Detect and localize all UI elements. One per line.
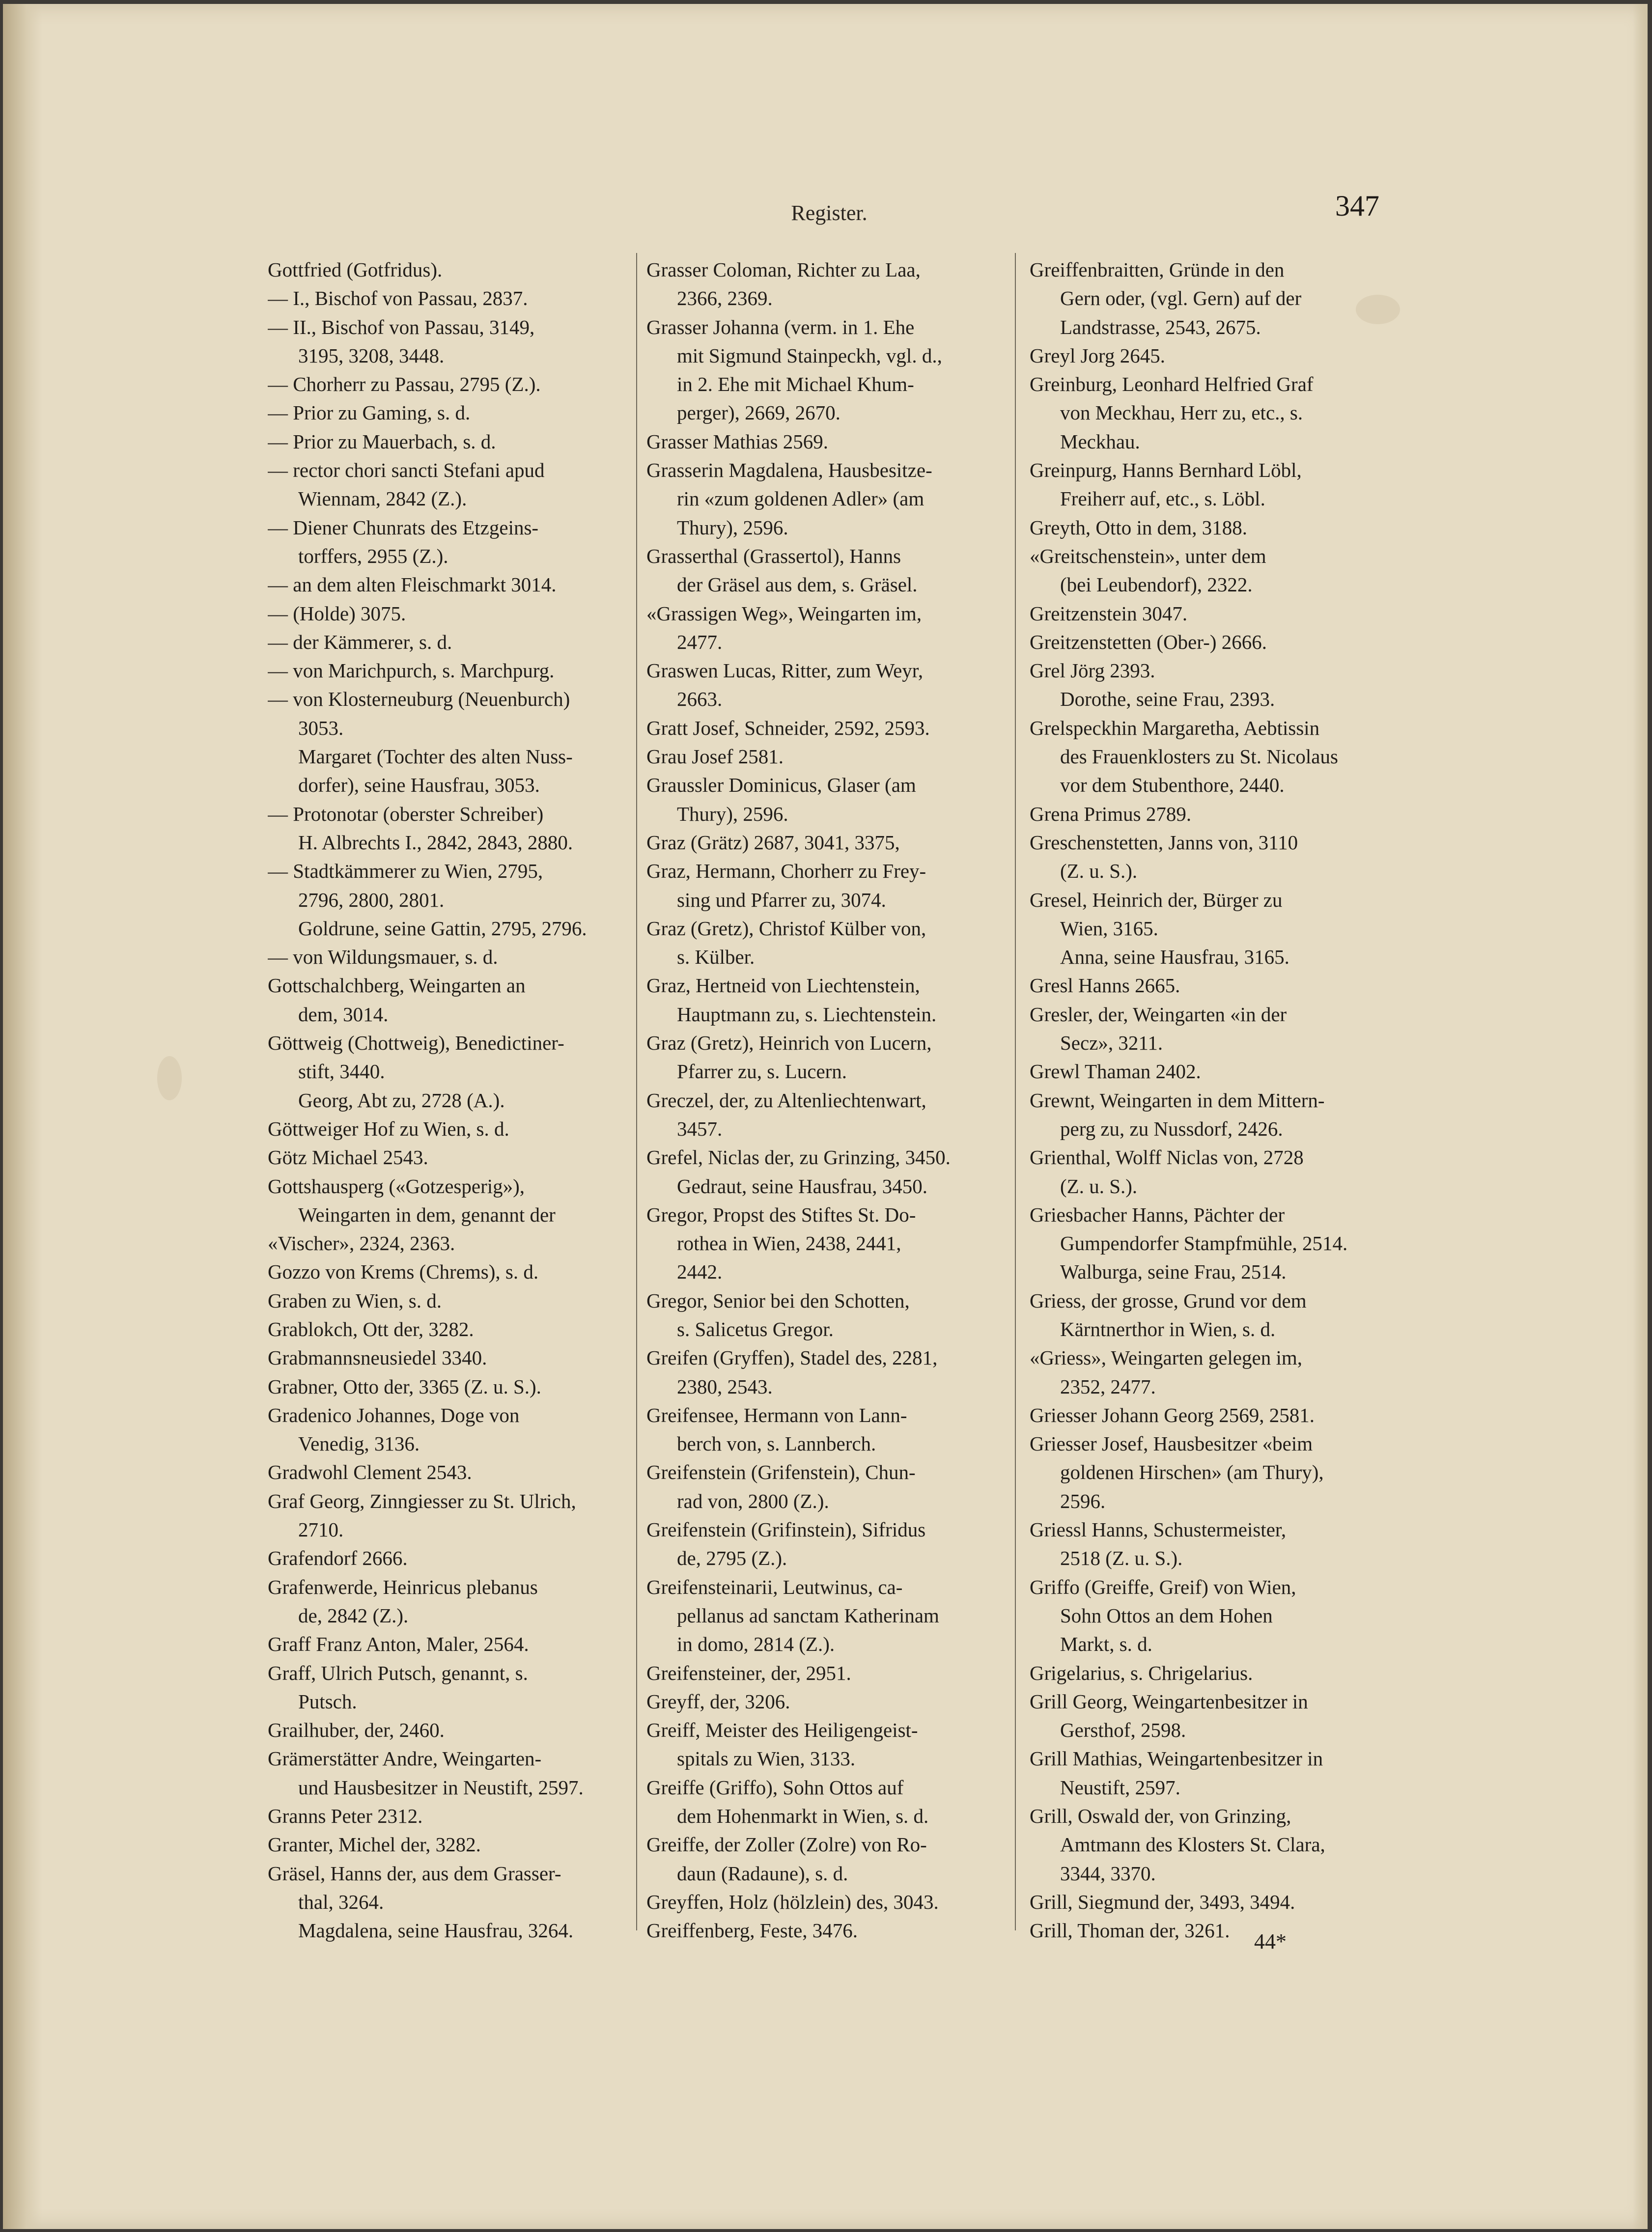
index-line: Dorothe, seine Frau, 2393.	[1060, 688, 1275, 711]
index-line: Greifensteinarii, Leutwinus, ca-	[646, 1575, 903, 1598]
index-line: dem, 3014.	[298, 1003, 389, 1026]
index-line: — Prior zu Gaming, s. d.	[268, 401, 471, 424]
signature-mark: 44*	[1254, 1929, 1287, 1953]
index-line: Pfarrer zu, s. Lucern.	[677, 1060, 847, 1083]
index-line: 2518 (Z. u. S.).	[1060, 1547, 1183, 1570]
page-header-title: Register.	[791, 201, 868, 225]
index-line: Markt, s. d.	[1060, 1633, 1152, 1656]
index-line: Graz (Grätz) 2687, 3041, 3375,	[646, 831, 900, 854]
index-line: Thury), 2596.	[677, 516, 788, 539]
index-line: 3053.	[298, 716, 344, 739]
index-line: — II., Bischof von Passau, 3149,	[268, 315, 535, 338]
index-line: Grasserthal (Grassertol), Hanns	[646, 544, 901, 567]
index-line: 3457.	[677, 1117, 723, 1140]
index-line: — der Kämmerer, s. d.	[268, 630, 452, 653]
register-column-3	[1030, 255, 1400, 1945]
index-line: 2710.	[298, 1518, 344, 1541]
register-column-1	[268, 255, 639, 1945]
index-line: — von Wildungsmauer, s. d.	[268, 946, 498, 969]
index-line: — Chorherr zu Passau, 2795 (Z.).	[268, 373, 541, 396]
index-line: Gradenico Johannes, Doge von	[268, 1403, 520, 1426]
index-line: Hauptmann zu, s. Liechtenstein.	[677, 1003, 937, 1026]
page-spine-shadow	[3, 4, 42, 2229]
index-line: Grabner, Otto der, 3365 (Z. u. S.).	[268, 1375, 541, 1398]
index-line: Gräsel, Hanns der, aus dem Grasser-	[268, 1862, 561, 1885]
index-line: Grafendorf 2666.	[268, 1547, 408, 1570]
index-line: «Greitschenstein», unter dem	[1030, 544, 1266, 567]
index-line: Freiherr auf, etc., s. Löbl.	[1060, 487, 1265, 510]
index-line: dorfer), seine Hausfrau, 3053.	[298, 774, 540, 797]
index-line: — Diener Chunrats des Etzgeins-	[268, 516, 539, 539]
index-line: Göttweig (Chottweig), Benedictiner-	[268, 1032, 564, 1055]
index-line: Grafenwerde, Heinricus plebanus	[268, 1575, 538, 1598]
page-number: 347	[1335, 190, 1379, 222]
index-line: 2442.	[677, 1260, 723, 1283]
index-line: Greifen (Gryffen), Stadel des, 2281,	[646, 1346, 938, 1369]
index-line: Putsch.	[298, 1690, 357, 1713]
index-line: — von Klosterneuburg (Neuenburch)	[268, 688, 570, 711]
index-line: Greyffen, Holz (hölzlein) des, 3043.	[646, 1890, 939, 1913]
index-line: Gozzo von Krems (Chrems), s. d.	[268, 1260, 539, 1283]
index-line: 3344, 3370.	[1060, 1862, 1156, 1885]
index-line: — an dem alten Fleischmarkt 3014.	[268, 573, 557, 596]
index-line: rin «zum goldenen Adler» (am	[677, 487, 924, 510]
index-line: Graff Franz Anton, Maler, 2564.	[268, 1633, 529, 1656]
index-line: Grill, Siegmund der, 3493, 3494.	[1030, 1890, 1295, 1913]
index-line: Griesser Johann Georg 2569, 2581.	[1030, 1403, 1315, 1426]
index-line: Grill, Oswald der, von Grinzing,	[1030, 1805, 1291, 1828]
index-line: berch von, s. Lannberch.	[677, 1432, 876, 1455]
index-line: Grel Jörg 2393.	[1030, 659, 1155, 682]
index-line: des Frauenklosters zu St. Nicolaus	[1060, 745, 1338, 768]
index-line: Grill, Thoman der, 3261.	[1030, 1919, 1230, 1942]
index-line: — (Holde) 3075.	[268, 602, 406, 625]
index-line: Thury), 2596.	[677, 802, 788, 825]
index-line: Greiffenbraitten, Gründe in den	[1030, 258, 1285, 281]
index-line: Kärntnerthor in Wien, s. d.	[1060, 1317, 1276, 1340]
index-line: Griess, der grosse, Grund vor dem	[1030, 1289, 1307, 1312]
index-line: Gresl Hanns 2665.	[1030, 974, 1180, 997]
index-line: Venedig, 3136.	[298, 1432, 420, 1455]
index-line: Greczel, der, zu Altenliechtenwart,	[646, 1088, 926, 1112]
index-line: torffers, 2955 (Z.).	[298, 544, 448, 567]
index-line: Grewl Thaman 2402.	[1030, 1060, 1201, 1083]
index-line: — rector chori sancti Stefani apud	[268, 459, 545, 482]
index-line: Goldrune, seine Gattin, 2795, 2796.	[298, 917, 587, 940]
index-line: Sohn Ottos an dem Hohen	[1060, 1604, 1273, 1627]
index-line: Grefel, Niclas der, zu Grinzing, 3450.	[646, 1146, 951, 1169]
index-line: Grill Georg, Weingartenbesitzer in	[1030, 1690, 1308, 1713]
index-line: Gregor, Propst des Stiftes St. Do-	[646, 1203, 916, 1226]
index-line: pellanus ad sanctam Katherinam	[677, 1604, 939, 1627]
index-line: Greiffenberg, Feste, 3476.	[646, 1919, 858, 1942]
index-line: Graswen Lucas, Ritter, zum Weyr,	[646, 659, 924, 682]
index-line: Greschenstetten, Janns von, 3110	[1030, 831, 1298, 854]
index-line: Grasser Johanna (verm. in 1. Ehe	[646, 315, 915, 338]
index-line: Gottschalchberg, Weingarten an	[268, 974, 526, 997]
index-line: 3195, 3208, 3448.	[298, 344, 445, 367]
index-line: Greifensee, Hermann von Lann-	[646, 1403, 907, 1426]
index-line: Göttweiger Hof zu Wien, s. d.	[268, 1117, 509, 1140]
index-line: goldenen Hirschen» (am Thury),	[1060, 1461, 1324, 1484]
paper-stain	[157, 1056, 182, 1100]
register-column-2	[646, 255, 1017, 1945]
index-line: Gersthof, 2598.	[1060, 1719, 1186, 1742]
index-line: Graff, Ulrich Putsch, genannt, s.	[268, 1661, 528, 1684]
index-line: Greifenstein (Grifinstein), Sifridus	[646, 1518, 926, 1541]
index-line: (Z. u. S.).	[1060, 860, 1138, 883]
index-line: Grill Mathias, Weingartenbesitzer in	[1030, 1747, 1323, 1770]
index-line: Anna, seine Hausfrau, 3165.	[1060, 946, 1289, 969]
index-line: (Z. u. S.).	[1060, 1174, 1138, 1198]
index-line: de, 2795 (Z.).	[677, 1547, 787, 1570]
index-line: Greifensteiner, der, 2951.	[646, 1661, 851, 1684]
index-line: Graben zu Wien, s. d.	[268, 1289, 442, 1312]
index-line: s. Külber.	[677, 946, 755, 969]
index-line: Götz Michael 2543.	[268, 1146, 428, 1169]
index-line: Grasser Mathias 2569.	[646, 430, 829, 453]
index-line: Gratt Josef, Schneider, 2592, 2593.	[646, 716, 930, 739]
index-line: in 2. Ehe mit Michael Khum-	[677, 373, 914, 396]
index-line: «Grassigen Weg», Weingarten im,	[646, 602, 922, 625]
index-line: Gresel, Heinrich der, Bürger zu	[1030, 888, 1283, 911]
index-line: Graf Georg, Zinngiesser zu St. Ulrich,	[268, 1489, 576, 1512]
index-line: Griffo (Greiffe, Greif) von Wien,	[1030, 1575, 1296, 1598]
index-line: Graz, Hertneid von Liechtenstein,	[646, 974, 920, 997]
index-line: Gottfried (Gotfridus).	[268, 258, 443, 281]
page-edge	[1633, 4, 1648, 2229]
index-line: 2596.	[1060, 1489, 1106, 1512]
index-line: rothea in Wien, 2438, 2441,	[677, 1232, 901, 1255]
index-line: 2366, 2369.	[677, 287, 773, 310]
index-line: daun (Radaune), s. d.	[677, 1862, 848, 1885]
index-line: Neustift, 2597.	[1060, 1776, 1180, 1799]
index-line: Meckhau.	[1060, 430, 1140, 453]
index-line: Granns Peter 2312.	[268, 1805, 423, 1828]
index-line: Grablokch, Ott der, 3282.	[268, 1317, 474, 1340]
index-line: Grelspeckhin Margaretha, Aebtissin	[1030, 716, 1320, 739]
index-line: Graz (Gretz), Christof Külber von,	[646, 917, 926, 940]
index-line: Greyl Jorg 2645.	[1030, 344, 1165, 367]
index-line: sing und Pfarrer zu, 3074.	[677, 888, 886, 911]
index-line: Grasserin Magdalena, Hausbesitze-	[646, 459, 932, 482]
index-line: Grasser Coloman, Richter zu Laa,	[646, 258, 921, 281]
index-line: spitals zu Wien, 3133.	[677, 1747, 856, 1770]
index-line: (bei Leubendorf), 2322.	[1060, 573, 1253, 596]
index-line: s. Salicetus Gregor.	[677, 1317, 834, 1340]
index-line: Gern oder, (vgl. Gern) auf der	[1060, 287, 1302, 310]
index-line: Wien, 3165.	[1060, 917, 1158, 940]
index-line: Grau Josef 2581.	[646, 745, 784, 768]
index-line: und Hausbesitzer in Neustift, 2597.	[298, 1776, 584, 1799]
index-line: Greitzenstetten (Ober-) 2666.	[1030, 630, 1267, 653]
index-line: Greiffe, der Zoller (Zolre) von Ro-	[646, 1833, 927, 1856]
index-line: Greinpurg, Hanns Bernhard Löbl,	[1030, 459, 1302, 482]
index-line: Walburga, seine Frau, 2514.	[1060, 1260, 1287, 1283]
index-line: dem Hohenmarkt in Wien, s. d.	[677, 1805, 929, 1828]
index-line: thal, 3264.	[298, 1890, 384, 1913]
index-line: Georg, Abt zu, 2728 (A.).	[298, 1088, 505, 1112]
index-line: Greifenstein (Grifenstein), Chun-	[646, 1461, 916, 1484]
index-line: Graz, Hermann, Chorherr zu Frey-	[646, 860, 926, 883]
index-line: 2380, 2543.	[677, 1375, 773, 1398]
index-line: Greyth, Otto in dem, 3188.	[1030, 516, 1247, 539]
index-line: Amtmann des Klosters St. Clara,	[1060, 1833, 1325, 1856]
index-line: Grigelarius, s. Chrigelarius.	[1030, 1661, 1253, 1684]
index-line: Greinburg, Leonhard Helfried Graf	[1030, 373, 1314, 396]
index-line: Griessl Hanns, Schustermeister,	[1030, 1518, 1287, 1541]
index-line: Gradwohl Clement 2543.	[268, 1461, 472, 1484]
index-line: «Vischer», 2324, 2363.	[268, 1232, 455, 1255]
index-line: Griesbacher Hanns, Pächter der	[1030, 1203, 1285, 1226]
index-line: H. Albrechts I., 2842, 2843, 2880.	[298, 831, 573, 854]
index-line: Wiennam, 2842 (Z.).	[298, 487, 467, 510]
index-line: de, 2842 (Z.).	[298, 1604, 409, 1627]
index-line: Landstrasse, 2543, 2675.	[1060, 315, 1261, 338]
index-line: Greitzenstein 3047.	[1030, 602, 1188, 625]
index-line: — Protonotar (oberster Schreiber)	[268, 802, 544, 825]
index-line: — I., Bischof von Passau, 2837.	[268, 287, 528, 310]
index-line: perg zu, zu Nussdorf, 2426.	[1060, 1117, 1283, 1140]
index-line: Graussler Dominicus, Glaser (am	[646, 774, 916, 797]
index-line: Grena Primus 2789.	[1030, 802, 1192, 825]
index-line: in domo, 2814 (Z.).	[677, 1633, 835, 1656]
index-line: 2796, 2800, 2801.	[298, 888, 445, 911]
index-line: Greiff, Meister des Heiligengeist-	[646, 1719, 918, 1742]
index-line: «Griess», Weingarten gelegen im,	[1030, 1346, 1302, 1369]
index-line: Weingarten in dem, genannt der	[298, 1203, 556, 1226]
index-line: Gresler, der, Weingarten «in der	[1030, 1003, 1287, 1026]
index-line: Greyff, der, 3206.	[646, 1690, 790, 1713]
index-line: Graz (Gretz), Heinrich von Lucern,	[646, 1032, 932, 1055]
index-line: Gregor, Senior bei den Schotten,	[646, 1289, 910, 1312]
index-line: Gumpendorfer Stampfmühle, 2514.	[1060, 1232, 1348, 1255]
index-line: Grabmannsneusiedel 3340.	[268, 1346, 487, 1369]
index-line: Secz», 3211.	[1060, 1032, 1163, 1055]
index-line: perger), 2669, 2670.	[677, 401, 840, 424]
index-line: Griesser Josef, Hausbesitzer «beim	[1030, 1432, 1313, 1455]
index-line: Grienthal, Wolff Niclas von, 2728	[1030, 1146, 1304, 1169]
index-line: Granter, Michel der, 3282.	[268, 1833, 481, 1856]
index-line: der Gräsel aus dem, s. Gräsel.	[677, 573, 918, 596]
index-line: 2352, 2477.	[1060, 1375, 1156, 1398]
index-line: — Stadtkämmerer zu Wien, 2795,	[268, 860, 543, 883]
index-line: 2477.	[677, 630, 723, 653]
index-line: — von Marichpurch, s. Marchpurg.	[268, 659, 555, 682]
index-line: Grämerstätter Andre, Weingarten-	[268, 1747, 542, 1770]
index-line: stift, 3440.	[298, 1060, 385, 1083]
index-line: mit Sigmund Stainpeckh, vgl. d.,	[677, 344, 942, 367]
index-line: Gottshausperg («Gotzesperig»),	[268, 1174, 525, 1198]
index-line: von Meckhau, Herr zu, etc., s.	[1060, 401, 1303, 424]
index-line: Grewnt, Weingarten in dem Mittern-	[1030, 1088, 1325, 1112]
index-line: Grailhuber, der, 2460.	[268, 1719, 445, 1742]
index-line: 2663.	[677, 688, 723, 711]
index-line: Margaret (Tochter des alten Nuss-	[298, 745, 573, 768]
index-line: rad von, 2800 (Z.).	[677, 1489, 829, 1512]
index-line: Magdalena, seine Hausfrau, 3264.	[298, 1919, 574, 1942]
index-line: Greiffe (Griffo), Sohn Ottos auf	[646, 1776, 904, 1799]
index-line: — Prior zu Mauerbach, s. d.	[268, 430, 496, 453]
index-line: vor dem Stubenthore, 2440.	[1060, 774, 1285, 797]
index-line: Gedraut, seine Hausfrau, 3450.	[677, 1174, 928, 1198]
